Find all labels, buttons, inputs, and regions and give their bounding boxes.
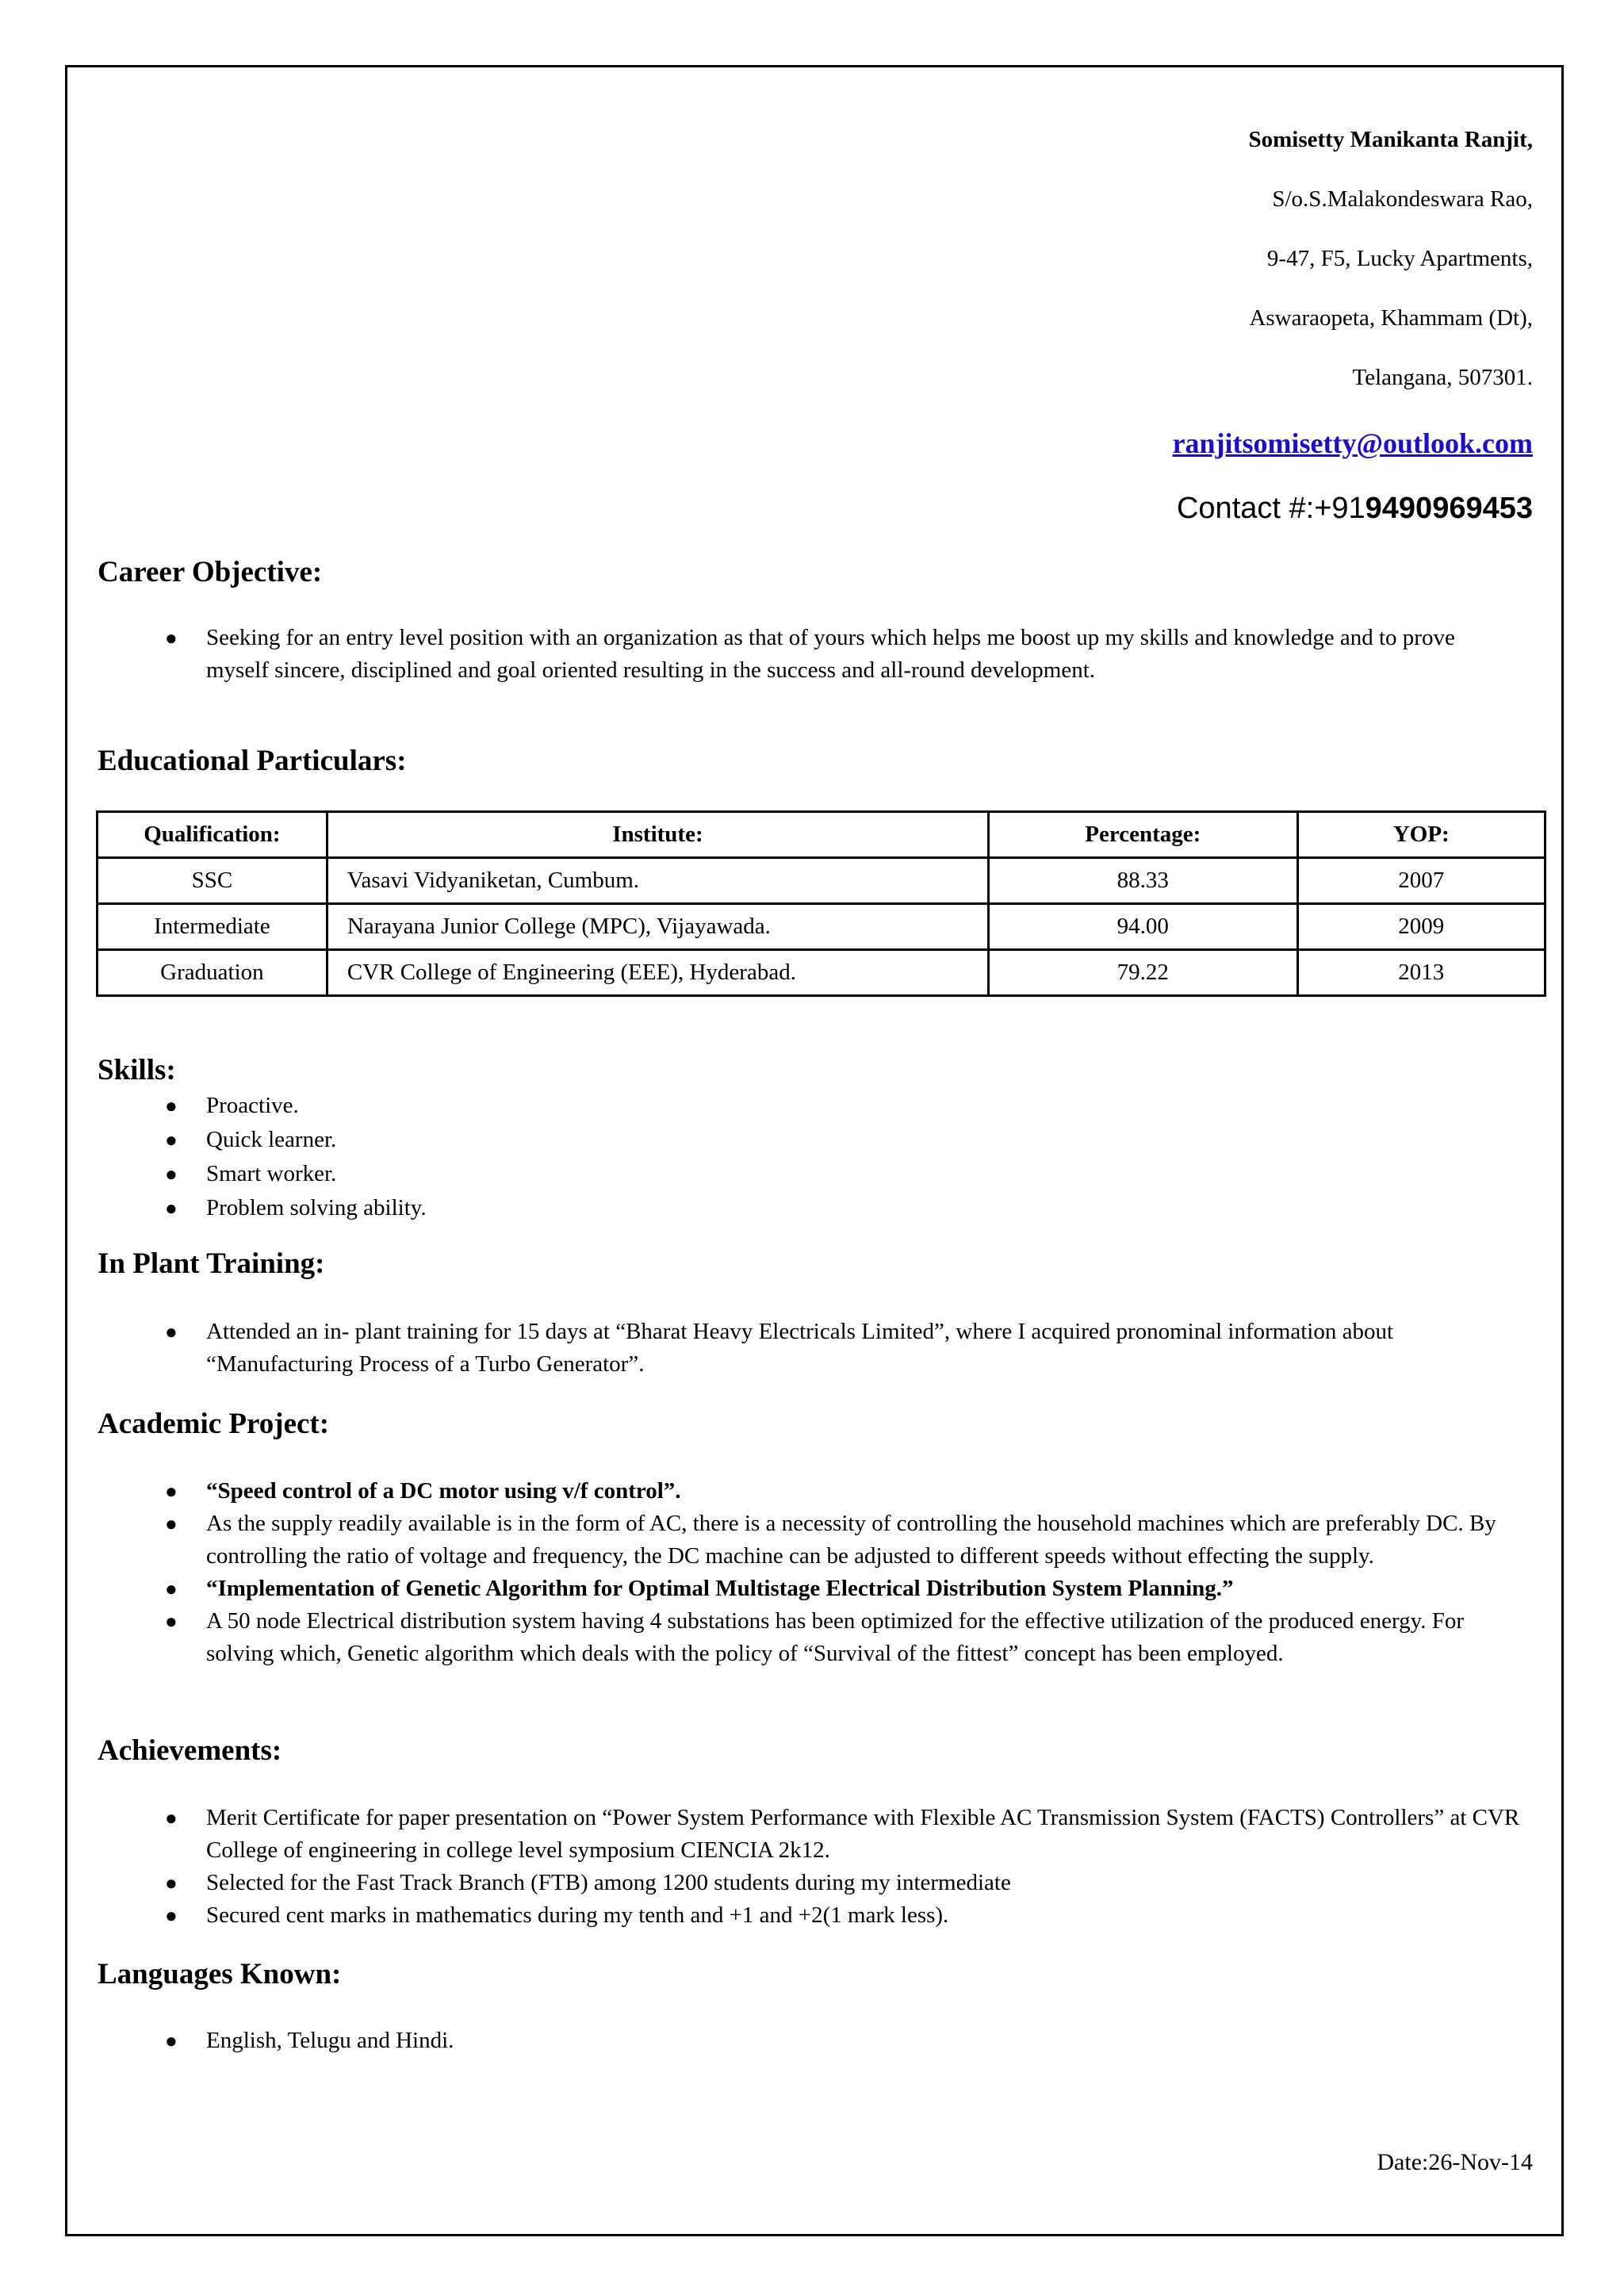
language-text: English, Telugu and Hindi. (206, 2028, 454, 2053)
list-item (165, 1089, 1521, 1123)
bullet-icon: ● (165, 1128, 178, 1151)
table-header-row (98, 812, 1545, 858)
education-heading: Educational Particulars: (98, 745, 407, 777)
list-item (165, 2025, 1521, 2057)
applicant-name: Somisetty Manikanta Ranjit, (1248, 127, 1533, 152)
table-cell: 94.00 (989, 904, 1297, 950)
list-item (165, 1867, 1521, 1899)
training-list (165, 1316, 1521, 1381)
contact-prefix: Contact #:+91 (1176, 492, 1365, 525)
email-link[interactable]: ranjitsomisetty@outlook.com (1172, 427, 1533, 459)
bullet-icon: ● (165, 1163, 178, 1186)
table-row (98, 904, 1545, 950)
column-header: Percentage: (989, 812, 1297, 858)
table-cell: 79.22 (989, 950, 1297, 996)
address-line: Aswaraopeta, Khammam (Dt), (1249, 305, 1533, 331)
training-text: Attended an in- plant training for 15 days at “Bharat Heavy Electricals Limited”, where I acquired pronominal information about “Manufacturing Process of a Turbo Generator”. (206, 1319, 1394, 1377)
address-line: S/o.S.Malakondeswara Rao, (1272, 186, 1533, 212)
bullet-icon: ● (165, 1094, 178, 1117)
table-cell: CVR College of Engineering (EEE), Hyderabad. (327, 950, 988, 996)
column-header: YOP: (1297, 812, 1545, 858)
list-item (165, 1191, 1521, 1225)
career-objective-heading: Career Objective: (98, 556, 323, 588)
bullet-icon: ● (165, 626, 178, 649)
list-item (165, 1802, 1521, 1867)
column-header: Qualification: (98, 812, 327, 858)
bullet-icon: ● (165, 1320, 178, 1343)
training-heading: In Plant Training: (98, 1247, 325, 1280)
achievement-text: Merit Certificate for paper presentation on “Power System Performance with Flexible AC Transmission System (FACTS) Controllers” at CVR College of engineering in college level symposium CIENCIA 2k12. (206, 1805, 1520, 1863)
table-cell: Vasavi Vidyaniketan, Cumbum. (327, 858, 988, 904)
bullet-icon: ● (165, 1577, 178, 1600)
project-description: As the supply readily available is in the form of AC, there is a necessity of controlling the household machines which are preferably DC. By controlling the ratio of voltage and frequency, the DC machine can be adjusted to different speeds without effecting the supply. (206, 1511, 1496, 1569)
bullet-icon: ● (165, 1197, 178, 1220)
address-line: Telangana, 507301. (1352, 365, 1533, 390)
contact-number (1177, 492, 1533, 526)
list-item (165, 1899, 1521, 1932)
project-description: A 50 node Electrical distribution system having 4 substations has been optimized for the effective utilization of the produced energy. For solving which, Genetic algorithm which deals with the policy of “Survival of the fittest” concept has been employed. (206, 1608, 1465, 1666)
table-cell: 88.33 (989, 858, 1297, 904)
table-cell: 2013 (1297, 950, 1545, 996)
skills-heading: Skills: (98, 1054, 176, 1086)
skill-text: Proactive. (206, 1093, 299, 1118)
career-objective-list (165, 622, 1521, 687)
list-item (165, 1573, 1521, 1605)
table-row (98, 858, 1545, 904)
bullet-icon: ● (165, 1610, 178, 1633)
list-item (165, 1157, 1521, 1191)
list-item (165, 622, 1521, 687)
education-table (96, 810, 1546, 997)
skills-list (165, 1089, 1521, 1225)
languages-heading: Languages Known: (98, 1958, 342, 1990)
bullet-icon: ● (165, 1872, 178, 1895)
address-line: 9-47, F5, Lucky Apartments, (1266, 246, 1533, 271)
table-cell: SSC (98, 858, 327, 904)
list-item (165, 1475, 1521, 1508)
bullet-icon: ● (165, 1512, 178, 1535)
contact-digits: 9490969453 (1365, 492, 1533, 525)
skill-text: Smart worker. (206, 1161, 337, 1186)
languages-list (165, 2025, 1521, 2057)
table-cell: Intermediate (98, 904, 327, 950)
skill-text: Quick learner. (206, 1127, 337, 1152)
table-cell: Narayana Junior College (MPC), Vijayawada. (327, 904, 988, 950)
project-list (165, 1475, 1521, 1670)
project-title: “Speed control of a DC motor using v/f control”. (206, 1478, 681, 1504)
column-header: Institute: (327, 812, 988, 858)
project-heading: Academic Project: (98, 1408, 330, 1440)
bullet-icon: ● (165, 1806, 178, 1829)
list-item (165, 1605, 1521, 1670)
project-title: “Implementation of Genetic Algorithm for Optimal Multistage Electrical Distribution System Planning.” (206, 1576, 1234, 1601)
table-row (98, 950, 1545, 996)
objective-text: Seeking for an entry level position with an organization as that of yours which helps me boost up my skills and knowledge and to prove myself sincere, disciplined and goal oriented resulting in the success and all-round development. (206, 625, 1455, 683)
skill-text: Problem solving ability. (206, 1195, 427, 1220)
achievement-text: Secured cent marks in mathematics during my tenth and +1 and +2(1 mark less). (206, 1902, 949, 1928)
bullet-icon: ● (165, 2029, 178, 2052)
table-cell: 2009 (1297, 904, 1545, 950)
table-cell: Graduation (98, 950, 327, 996)
achievements-list (165, 1802, 1521, 1932)
list-item (165, 1123, 1521, 1157)
list-item (165, 1508, 1521, 1573)
table-cell: 2007 (1297, 858, 1545, 904)
bullet-icon: ● (165, 1904, 178, 1927)
bullet-icon: ● (165, 1480, 178, 1503)
achievements-heading: Achievements: (98, 1734, 282, 1767)
achievement-text: Selected for the Fast Track Branch (FTB) among 1200 students during my intermediate (206, 1870, 1011, 1895)
document-date: Date:26-Nov-14 (1377, 2149, 1533, 2175)
list-item (165, 1316, 1521, 1381)
